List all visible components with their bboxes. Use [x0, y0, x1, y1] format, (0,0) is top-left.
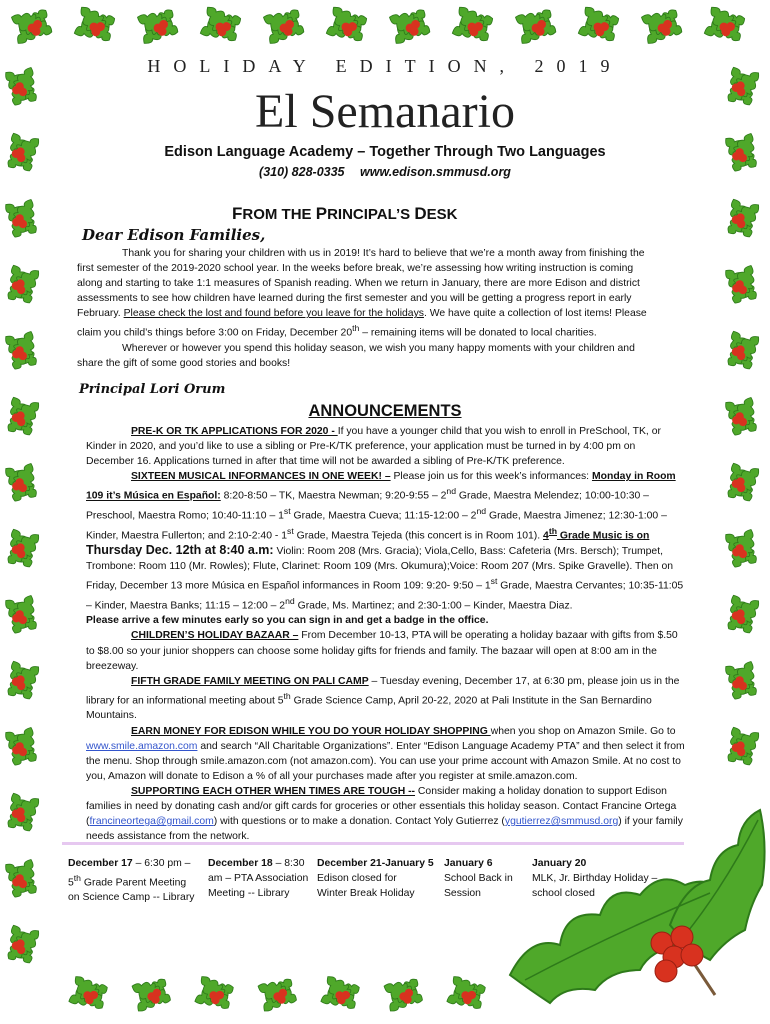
- principal-section-heading: FROM THE PRINCIPAL’S DESK: [232, 204, 458, 223]
- holly-icon: [0, 520, 52, 580]
- principal-letter: [77, 246, 647, 371]
- holly-icon: [123, 964, 183, 1024]
- holly-icon: [443, 0, 506, 57]
- holly-icon: [569, 0, 632, 57]
- holly-icon: [712, 586, 770, 646]
- holly-icon: [695, 0, 758, 57]
- holly-icon: [0, 916, 52, 976]
- calendar-event-4: January 6 School Back in Session: [444, 858, 513, 899]
- holly-icon: [0, 322, 52, 382]
- calendar-event-2: December 18 – 8:30 am – PTA Association Meeting -- Library: [208, 858, 309, 899]
- holly-icon: [2, 0, 65, 57]
- letter-paragraph: Thank you for sharing your children with us in 2019! It’s hard to believe that we’re a month away from finishing the first semester of the 2019-2020 school year. In the weeks before break, we’re assessing how writing instruction is coming along and starting to take 1:1 measures of Spanish reading. When we return in January, there are more Edison and district assessments to see how children have learned during the first semester and you will be getting a progress report in early February. Please check the lost and found before you leave for the holidays. We have quite a collection of lost items! Please claim you child’s things before 3:00 on Friday, December 20th – remaining items will be donated to local charities.: [77, 248, 647, 339]
- calendar-event-5: January 20 MLK, Jr. Birthday Holiday – school closed: [532, 858, 658, 899]
- email-link-francine[interactable]: francineortega@gmail.com: [89, 816, 214, 828]
- holly-icon: [254, 0, 317, 57]
- holly-icon: [712, 454, 770, 514]
- holly-icon: [249, 964, 309, 1024]
- newsletter-title: El Semanario: [255, 85, 515, 138]
- holly-icon: [712, 718, 770, 778]
- holly-icon: [712, 520, 770, 580]
- holly-icon: [128, 0, 191, 57]
- announcements-heading: ANNOUNCEMENTS: [308, 402, 462, 420]
- announcement-music: SIXTEEN MUSICAL INFORMANCES IN ONE WEEK! – Please join us for this week’s informances: Monday in Room 109 it’s Música en Español: 8:20-8:50 – TK, Maestra Newman; 9:20-9:55 – 2nd Grade, Maestra Melendez; 10:00-10:30 – Preschool, Maestra Romo; 10:40-11:10 – 1st Grade, Maestra Cueva; 11:15-12:00 – 2nd Grade, Maestra Jimenez; 12:30-1:00 – Kinder, Maestra Fullerton; and 2:10-2:40 - 1st Grade, Maestra Tejeda (this concert is in Room 101). 4th Grade Music is on Thursday Dec. 12th at 8:40 a.m: Violin: Room 208 (Mrs. Gracia); Viola,Cello, Bass: Cafeteria (Mrs. Bersch); Trumpet, Trombone: Room 110 (Mr. Rowles); Flute, Clarinet: Room 109 (Mrs. Okumura);Voice: Room 207 (Mrs. Spike Gravelle). Then on Friday, December 13 more Música en Español informances in Room 109: 9:20- 9:50 – 1st Grade, Maestra Cervantes; 10:35-11:05 – Kinder, Maestra Banks; 11:15 – 12:00 – 2nd Grade, Ms. Martinez; and 2:30-1:00 – Kinder, Maestra Diaz. Please arrive a few minutes early so you can sign in and get a badge in the office.: [86, 471, 684, 627]
- letter-paragraph: Wherever or however you spend this holiday season, we wish you many happy moments with your children and share the gift of some good stories and books!: [77, 343, 635, 370]
- announcement-support: SUPPORTING EACH OTHER WHEN TIMES ARE TOUGH -- Consider making a holiday donation to support Edison families in need by donating cash and/or gift cards for groceries or other essentials this holiday season. Contact Francine Ortega (francineortega@gmail.com) with questions or to make a donation. Contact Yoly Gutierrez (ygutierrez@smmusd.org) if your family needs assistance from the network.: [86, 785, 683, 843]
- holly-icon: [65, 0, 128, 57]
- calendar-event-1: December 17 – 6:30 pm – 5th Grade Parent Meeting on Science Camp -- Library: [68, 858, 195, 904]
- contact-line: [0, 165, 770, 179]
- phone-number: (310) 828-0335: [259, 165, 345, 179]
- holly-icon: [191, 0, 254, 57]
- holly-icon: [0, 586, 52, 646]
- announcements-list: [86, 424, 686, 844]
- holly-icon: [712, 190, 770, 250]
- holly-icon: [0, 190, 52, 250]
- holly-icon: [712, 256, 770, 316]
- holly-icon: [0, 850, 52, 910]
- calendar-event-3: December 21-January 5 Edison closed for Winter Break Holiday: [317, 858, 434, 899]
- school-tagline: Edison Language Academy – Together Through Two Languages: [164, 144, 606, 160]
- holly-icon: [0, 652, 52, 712]
- holly-icon: [0, 256, 52, 316]
- announcement-fifth-grade: FIFTH GRADE FAMILY MEETING ON PALI CAMP – Tuesday evening, December 17, at 6:30 pm, please join us in the library for an informational meeting about 5th Grade Science Camp, April 20-22, 2020 at Pali Institute in the San Bernardino Mountains.: [86, 675, 680, 722]
- holly-icon: [712, 322, 770, 382]
- holly-icon: [712, 652, 770, 712]
- principal-signature: Principal Lori Orum: [79, 382, 226, 397]
- holly-icon: [632, 0, 695, 57]
- holly-icon: [312, 964, 372, 1024]
- email-link-yoly[interactable]: ygutierrez@smmusd.org: [504, 816, 619, 828]
- holly-icon: [0, 454, 52, 514]
- edition-label: HOLIDAY EDITION, 2019: [147, 56, 623, 76]
- website-link[interactable]: www.edison.smmusd.org: [360, 165, 511, 179]
- holly-icon: [380, 0, 443, 57]
- holly-icon: [0, 784, 52, 844]
- announcement-prek: PRE-K OR TK APPLICATIONS FOR 2020 - If you have a younger child that you wish to enroll in PreSchool, TK, or Kinder in 2020, and you’d like to use a sibling or Pre-K/TK preference, your application must be turned in by 4:00 pm on December 16. Applications turned in after that time will not be awarded a sibling of Pre-K/TK preference.: [86, 426, 661, 468]
- announcement-amazon: EARN MONEY FOR EDISON WHILE YOU DO YOUR HOLIDAY SHOPPING when you shop on Amazon Smile. Go to www.smile.amazon.com and search “All Charitable Organizations”. Enter “Edison Language Academy PTA” and then select it from the menu. Shop through smile.amazon.com (not amazon.com). You can use your prime account with Amazon Smile. At no cost to you, Amazon will donate to Edison a % of all your purchases made after you register at smile.amazon.com.: [86, 725, 685, 782]
- holly-icon: [317, 0, 380, 57]
- holly-icon: [0, 718, 52, 778]
- holly-icon: [375, 964, 435, 1024]
- holly-icon: [506, 0, 569, 57]
- section-divider: [62, 842, 684, 845]
- letter-salutation: Dear Edison Families,: [82, 226, 266, 244]
- holly-icon: [186, 964, 246, 1024]
- announcement-bazaar: CHILDREN’S HOLIDAY BAZAAR – From December 10-13, PTA will be operating a holiday bazaar with gifts from $.50 to $8.00 so your junior shoppers can choose some holiday gifts for friends and family. The bazaar will open at 8:00 am in the breezeway.: [86, 630, 678, 672]
- holly-icon: [60, 964, 120, 1024]
- amazon-smile-link[interactable]: www.smile.amazon.com: [86, 740, 198, 752]
